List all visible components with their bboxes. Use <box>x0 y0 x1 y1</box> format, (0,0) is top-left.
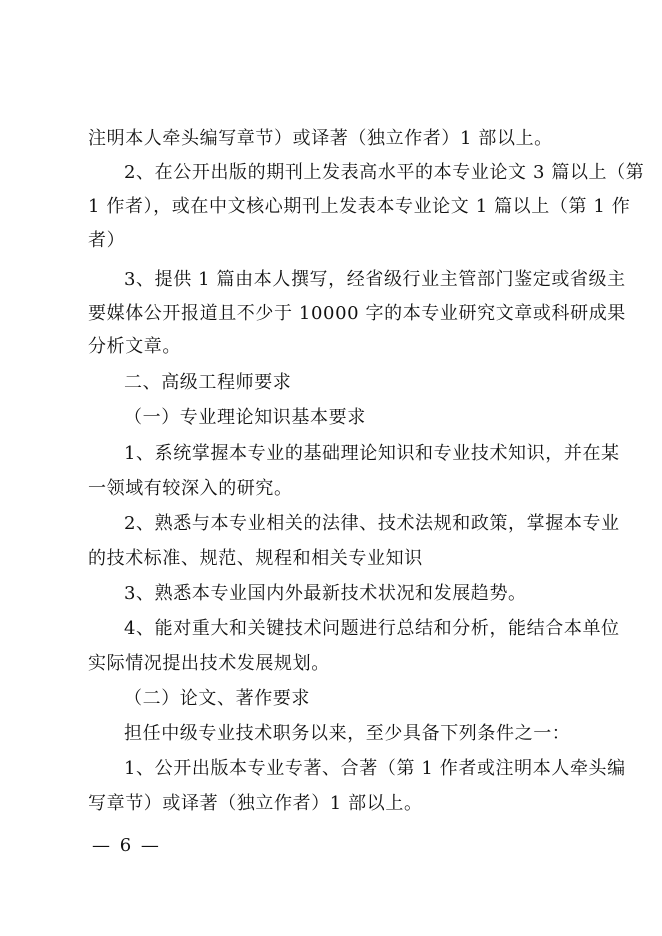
text-line-18: 担任中级专业技术职务以来，至少具备下列条件之一： <box>124 723 571 744</box>
text-line-14: 3、熟悉本专业国内外最新技术状况和发展趋势。 <box>124 583 527 604</box>
text-line-20: 写章节）或译著（独立作者）1 部以上。 <box>88 793 423 814</box>
text-line-2: 2、在公开出版的期刊上发表高水平的本专业论文 3 篇以上（第 <box>124 162 645 183</box>
subsection-heading-papers: （二）论文、著作要求 <box>124 688 310 709</box>
page-number: — 6 — <box>92 835 161 856</box>
text-line-15: 4、能对重大和关键技术问题进行总结和分析，能结合本单位 <box>124 618 620 639</box>
text-line-16: 实际情况提出技术发展规划。 <box>88 653 330 674</box>
text-line-6: 要媒体公开报道且不少于 10000 字的本专业研究文章或科研成果 <box>88 303 626 324</box>
text-line-10: 1、系统掌握本专业的基础理论知识和专业技术知识，并在某 <box>124 443 620 464</box>
text-line-5: 3、提供 1 篇由本人撰写，经省级行业主管部门鉴定或省级主 <box>124 269 626 290</box>
text-line-13: 的技术标准、规范、规程和相关专业知识 <box>88 548 423 569</box>
text-line-7: 分析文章。 <box>88 336 181 357</box>
text-line-11: 一领域有较深入的研究。 <box>88 478 293 499</box>
section-heading-senior-engineer: 二、高级工程师要求 <box>124 372 292 393</box>
text-line-12: 2、熟悉与本专业相关的法律、技术法规和政策，掌握本专业 <box>124 513 620 534</box>
subsection-heading-theory: （一）专业理论知识基本要求 <box>124 407 366 428</box>
text-line-1: 注明本人牵头编写章节）或译著（独立作者）1 部以上。 <box>88 128 553 149</box>
text-line-19: 1、公开出版本专业专著、合著（第 1 作者或注明本人牵头编 <box>124 758 626 779</box>
text-line-4: 者） <box>88 230 126 251</box>
text-line-3: 1 作者），或在中文核心期刊上发表本专业论文 1 篇以上（第 1 作 <box>88 196 631 217</box>
